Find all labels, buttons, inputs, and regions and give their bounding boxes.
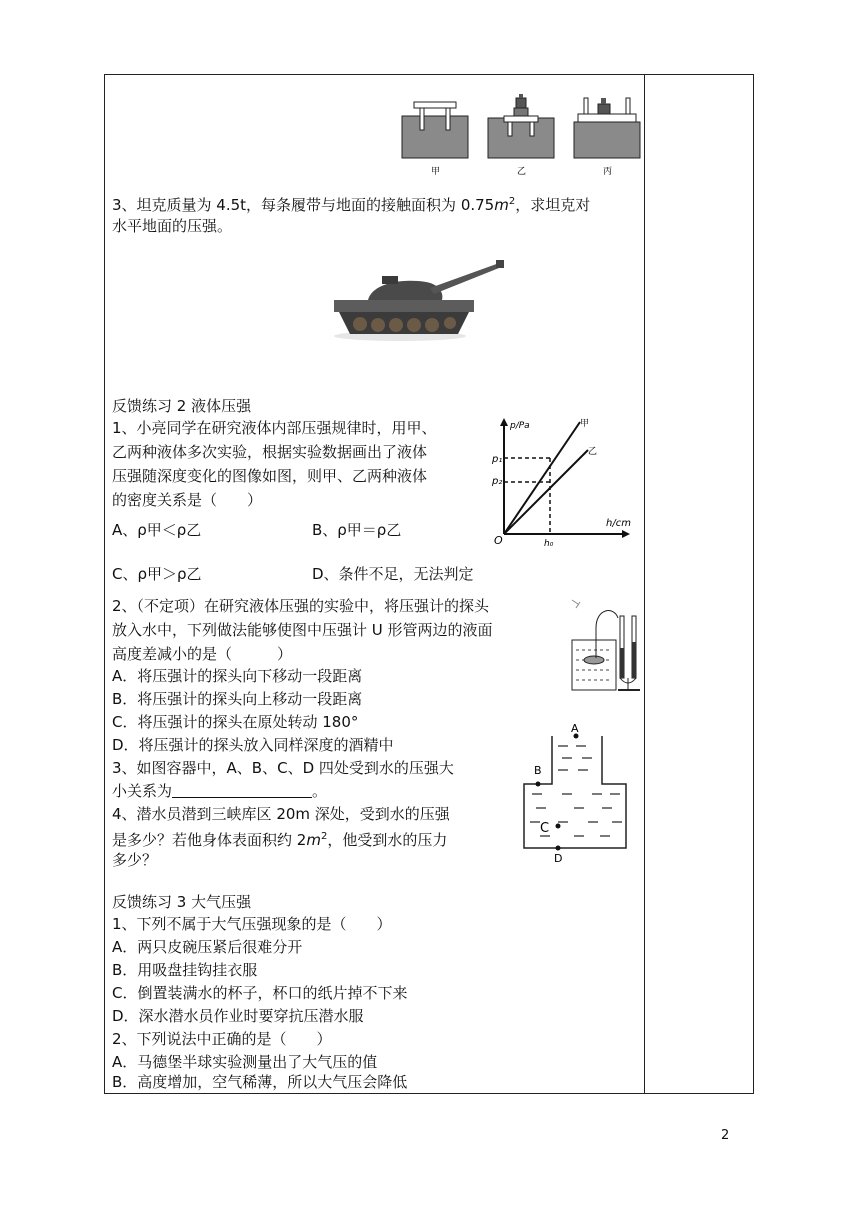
point-b-label: B bbox=[534, 764, 542, 777]
tank-question-line1: 3、坦克质量为 4.5t，每条履带与地面的接触面积为 $0.75m^2$，求坦克对 bbox=[112, 196, 591, 214]
column-divider bbox=[644, 74, 645, 1094]
s2q2-line3: 高度差减小的是（ ） bbox=[112, 645, 293, 663]
origin-label: O bbox=[494, 534, 503, 547]
label-bing: 丙 bbox=[603, 167, 613, 176]
s2q4-line1: 4、潜水员潜到三峡库区 20m 深处，受到水的压强 bbox=[112, 805, 450, 823]
line-yi-label: 乙 bbox=[588, 447, 598, 457]
pressure-setup-figure bbox=[398, 94, 644, 176]
s3q1-option-b: B．用吸盘挂钩挂衣服 bbox=[112, 961, 258, 979]
s2q1-line1: 1、小亮同学在研究液体内部压强规律时，用甲、 bbox=[112, 419, 437, 437]
manometer-figure bbox=[568, 598, 644, 696]
s2q1-line3: 压强随深度变化的图像如图，则甲、乙两种液体 bbox=[112, 467, 428, 485]
s3q1-option-a: A．两只皮碗压紧后很难分开 bbox=[112, 938, 303, 956]
s2q1-option-d: D、条件不足，无法判定 bbox=[312, 565, 474, 583]
answer-blank[interactable] bbox=[172, 781, 312, 798]
s2q2-option-c: C．将压强计的探头在原处转动 180° bbox=[112, 713, 359, 731]
line-jia-label: 甲 bbox=[580, 419, 590, 429]
y-axis-label: p/Pa bbox=[510, 421, 530, 431]
s2q4-line3: 多少？ bbox=[112, 851, 158, 869]
section2-heading: 反馈练习 2 液体压强 bbox=[112, 397, 252, 415]
pressure-depth-graph bbox=[484, 416, 634, 550]
s2q1-option-c: C、ρ甲＞ρ乙 bbox=[112, 565, 202, 583]
page-number: 2 bbox=[721, 1128, 730, 1143]
s2q4-line2: 是多少？若他身体表面积约 $2m^2$，他受到水的压力 bbox=[112, 831, 448, 849]
label-jia: 甲 bbox=[431, 167, 441, 176]
s2q1-line2: 乙两种液体多次实验，根据实验数据画出了液体 bbox=[112, 443, 428, 461]
p1-label: p₁ bbox=[492, 454, 503, 465]
setup-yi bbox=[488, 94, 554, 158]
section3-heading: 反馈练习 3 大气压强 bbox=[112, 893, 252, 911]
s2q1-option-b: B、ρ甲＝ρ乙 bbox=[312, 521, 402, 539]
s2q3-line2: 小关系为 。 bbox=[112, 782, 328, 800]
tank-image bbox=[330, 254, 506, 342]
point-a-label: A bbox=[571, 722, 579, 735]
h0-label: h₀ bbox=[544, 539, 554, 549]
label-yi: 乙 bbox=[517, 167, 527, 176]
s2q3-line1: 3、如图容器中，A、B、C、D 四处受到水的压强大 bbox=[112, 759, 454, 777]
point-c-label: C bbox=[540, 821, 550, 836]
water-container-figure bbox=[518, 722, 632, 866]
setup-bing bbox=[574, 98, 640, 158]
s3q2: 2、下列说法中正确的是（ ） bbox=[112, 1030, 332, 1048]
s3q1: 1、下列不属于大气压强现象的是（ ） bbox=[112, 915, 392, 933]
s2q2-line2: 放入水中，下列做法能够使图中压强计 U 形管两边的液面 bbox=[112, 621, 493, 639]
s2q1-line4: 的密度关系是（ ） bbox=[112, 491, 263, 509]
p2-label: p₂ bbox=[492, 476, 503, 487]
s3q2-option-a: A．马德堡半球实验测量出了大气压的值 bbox=[112, 1053, 378, 1071]
s2q2-option-a: A．将压强计的探头向下移动一段距离 bbox=[112, 667, 363, 685]
setup-jia bbox=[402, 102, 468, 158]
s3q2-option-b: B．高度增加，空气稀薄，所以大气压会降低 bbox=[112, 1073, 408, 1091]
tank-question-line2: 水平地面的压强。 bbox=[112, 217, 233, 235]
s2q1-option-a: A、ρ甲＜ρ乙 bbox=[112, 521, 202, 539]
s3q1-option-d: D．深水潜水员作业时要穿抗压潜水服 bbox=[112, 1007, 364, 1025]
s2q2-option-b: B．将压强计的探头向上移动一段距离 bbox=[112, 690, 363, 708]
s2q2-line1: 2、（不定项）在研究液体压强的实验中，将压强计的探头 bbox=[112, 597, 490, 615]
point-d-label: D bbox=[554, 852, 563, 865]
s2q2-option-d: D．将压强计的探头放入同样深度的酒精中 bbox=[112, 736, 394, 754]
s3q1-option-c: C．倒置装满水的杯子，杯口的纸片掉不下来 bbox=[112, 984, 408, 1002]
x-axis-label: h/cm bbox=[606, 518, 631, 529]
